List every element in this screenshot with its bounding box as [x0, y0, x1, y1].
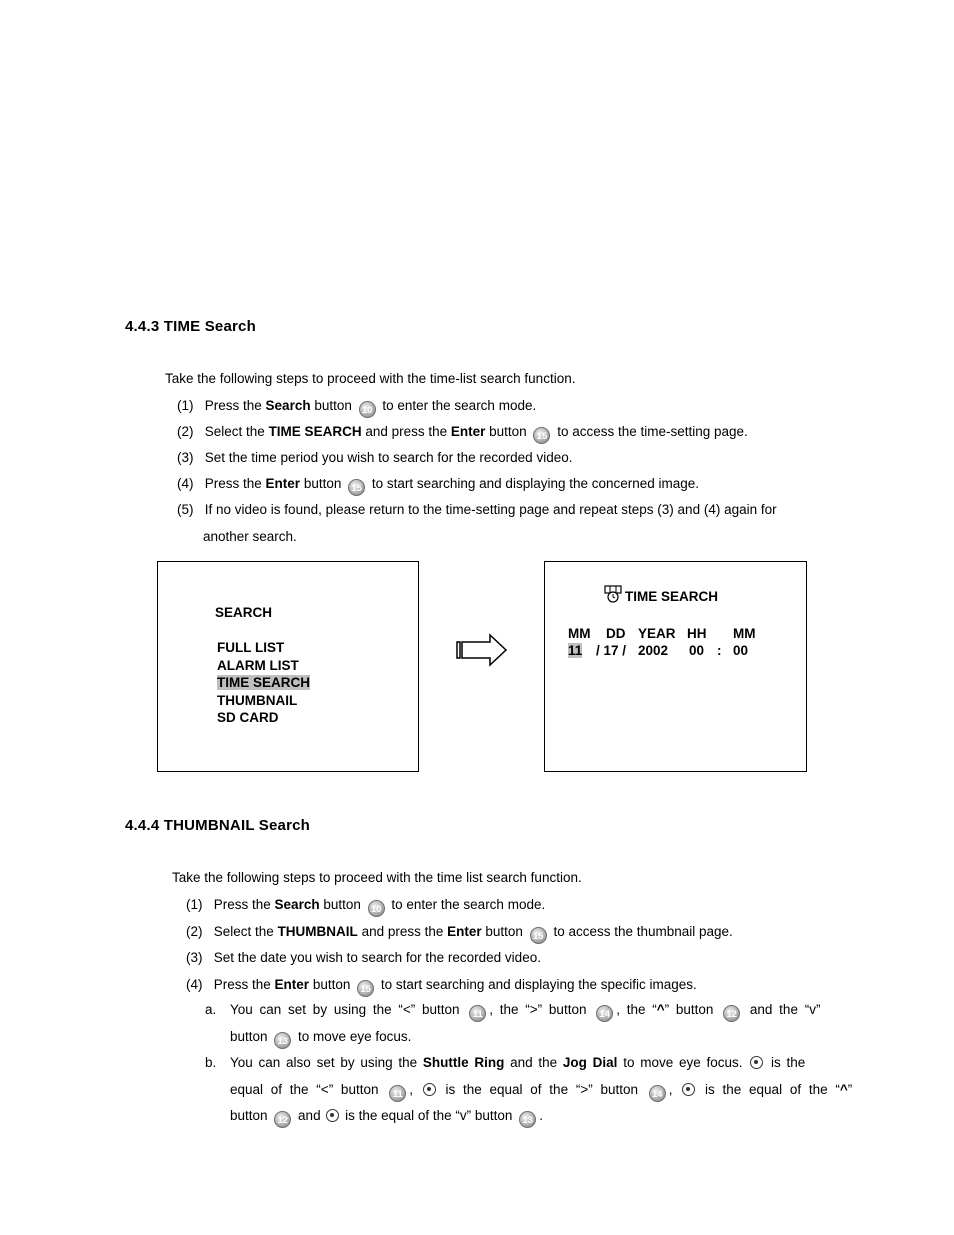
clock-search-icon	[604, 585, 622, 603]
button-15-icon: 15	[348, 479, 365, 496]
sub-step-b-label: b.	[205, 1055, 217, 1070]
header-hour: HH	[687, 626, 707, 641]
value-colon: :	[717, 643, 722, 658]
intro-text: Take the following steps to proceed with the time-list search function.	[165, 371, 576, 386]
button-15-icon: 15	[533, 427, 550, 444]
button-13-icon: 13	[519, 1111, 536, 1128]
sub-step-a-label: a.	[205, 1002, 217, 1017]
value-year: 2002	[638, 643, 669, 658]
time-search-screen	[544, 561, 807, 772]
button-14-icon: 14	[596, 1005, 613, 1022]
button-11-icon: 11	[469, 1005, 486, 1022]
step-1: (1) Press the Search button 10 to enter the search mode.	[177, 398, 537, 416]
value-minute: 00	[733, 643, 749, 658]
step-2: (2) Select the TIME SEARCH and press the Enter button 15 to access the time-setting page.	[177, 424, 748, 442]
step-4: (4) Press the Enter button 15 to start searching and displaying the specific images.	[186, 977, 697, 995]
step-1: (1) Press the Search button 10 to enter the search mode.	[186, 897, 546, 915]
jog-up-icon	[682, 1083, 695, 1096]
button-10-icon: 10	[368, 900, 385, 917]
sub-step-b-line1: You can also set by using the Shuttle Ring and the Jog Dial to move eye focus. is the	[230, 1055, 806, 1070]
header-minute: MM	[733, 626, 756, 641]
button-10-icon: 10	[359, 401, 376, 418]
sub-step-b-line3: button 12 and is the equal of the “v” button 13 .	[230, 1108, 543, 1126]
step-3: (3) Set the date you wish to search for the recorded video.	[186, 950, 541, 965]
button-15-icon: 15	[357, 980, 374, 997]
sub-step-a-line2: button 13 to move eye focus.	[230, 1029, 412, 1047]
menu-item-time-search: TIME SEARCH	[217, 675, 311, 690]
step-5-continued: another search.	[203, 529, 297, 544]
menu-item-alarm-list: ALARM LIST	[217, 657, 299, 673]
value-day: / 17 /	[596, 643, 627, 658]
button-15-icon: 15	[530, 927, 547, 944]
search-menu-screen	[157, 561, 419, 772]
shuttle-right-icon	[423, 1083, 436, 1096]
button-13-icon: 13	[274, 1032, 291, 1049]
button-12-icon: 12	[723, 1005, 740, 1022]
menu-item-full-list: FULL LIST	[217, 640, 285, 655]
menu-item-thumbnail: THUMBNAIL	[217, 692, 298, 708]
intro-text: Take the following steps to proceed with the time list search function.	[172, 870, 582, 885]
right-arrow-icon	[456, 633, 508, 667]
time-search-title: TIME SEARCH	[625, 589, 719, 604]
section-heading-time-search: 4.4.3 TIME Search	[125, 318, 256, 335]
value-hour: 00	[689, 643, 705, 658]
value-month: 11	[568, 643, 583, 658]
sub-step-b-line2: equal of the “<” button 11 , is the equal of the “>” button 14 , is the equal of the “^”	[230, 1082, 853, 1100]
shuttle-left-icon	[750, 1056, 763, 1069]
step-3: (3) Set the time period you wish to search for the recorded video.	[177, 450, 573, 465]
button-11-icon: 11	[389, 1085, 406, 1102]
step-4: (4) Press the Enter button 15 to start searching and displaying the concerned image.	[177, 476, 700, 494]
section-heading-thumbnail-search: 4.4.4 THUMBNAIL Search	[125, 817, 311, 834]
header-month: MM	[568, 626, 591, 641]
button-14-icon: 14	[649, 1085, 666, 1102]
header-year: YEAR	[638, 626, 676, 641]
search-menu-title: SEARCH	[215, 605, 273, 620]
search-menu-list	[217, 639, 310, 727]
header-day: DD	[606, 626, 626, 641]
step-5: (5) If no video is found, please return to the time-setting page and repeat steps (3) and (4) again for	[177, 502, 777, 517]
jog-down-icon	[326, 1109, 339, 1122]
menu-item-sd-card: SD CARD	[217, 710, 279, 725]
sub-step-a-line1: You can set by using the “<” button 11 , the “>” button 14 , the “^” button 12 and the “v”	[230, 1002, 821, 1020]
step-2: (2) Select the THUMBNAIL and press the Enter button 15 to access the thumbnail page.	[186, 924, 733, 942]
button-12-icon: 12	[274, 1111, 291, 1128]
